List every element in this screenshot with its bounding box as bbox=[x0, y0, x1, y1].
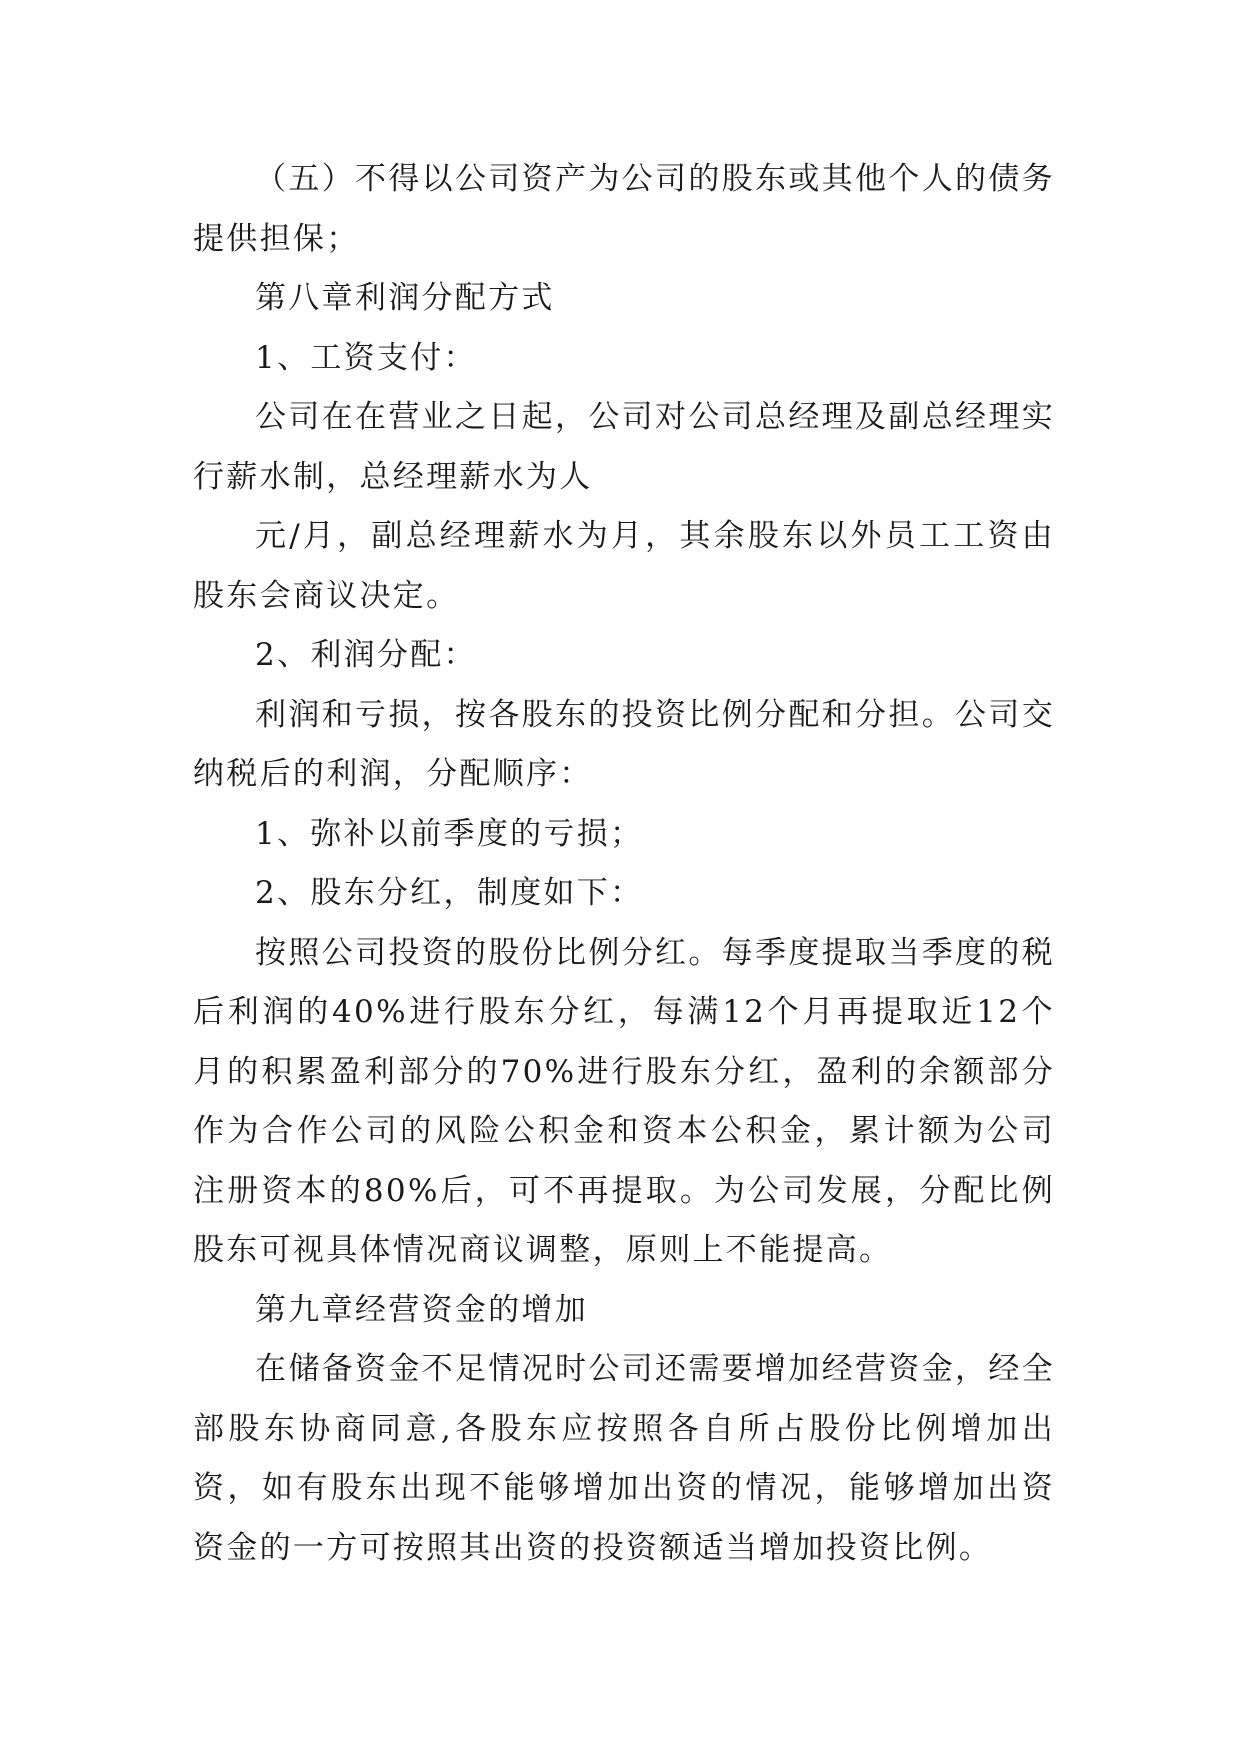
document-body bbox=[193, 150, 1055, 1578]
paragraph-salary-system: 公司在在营业之日起，公司对公司总经理及副总经理实行薪水制，总经理薪水为人 bbox=[193, 399, 1055, 495]
paragraph-salary-amounts: 元/月，副总经理薪水为月，其余股东以外员工工资由股东会商议决定。 bbox=[193, 518, 1055, 614]
paragraph-profit-loss-sharing: 利润和亏损，按各股东的投资比例分配和分担。公司交纳税后的利润，分配顺序： bbox=[193, 696, 1055, 792]
section-salary-heading: 1、工资支付： bbox=[255, 339, 477, 376]
paragraph-capital-increase: 在储备资金不足情况时公司还需要增加经营资金，经全部股东协商同意,各股东应按照各自所占股份比例增加出资，如有股东出现不能够增加出资的情况，能够增加出资资金的一方可按照其出资的投资额适当增加投资比例。 bbox=[193, 1351, 1055, 1566]
paragraph-guarantee-clause: （五）不得以公司资产为公司的股东或其他个人的债务提供担保； bbox=[193, 161, 1055, 257]
section-profit-distribution-heading: 2、利润分配： bbox=[255, 637, 477, 673]
paragraph-dividend-policy: 按照公司投资的股份比例分红。每季度提取当季度的税后利润的40%进行股东分红，每满12个月再提取近12个月的积累盈利部分的70%进行股东分红，盈利的余额部分作为合作公司的风险公积金和资本公积金，累计额为公司注册资本的80%后，可不再提取。为公司发展，分配比例股东可视具体情况商议调整，原则上不能提高。 bbox=[193, 934, 1055, 1268]
chapter-8-heading: 第八章利润分配方式 bbox=[255, 280, 555, 316]
list-item-dividends: 2、股东分红，制度如下： bbox=[255, 875, 644, 911]
list-item-cover-losses: 1、弥补以前季度的亏损； bbox=[255, 815, 644, 852]
chapter-9-heading: 第九章经营资金的增加 bbox=[255, 1291, 588, 1328]
